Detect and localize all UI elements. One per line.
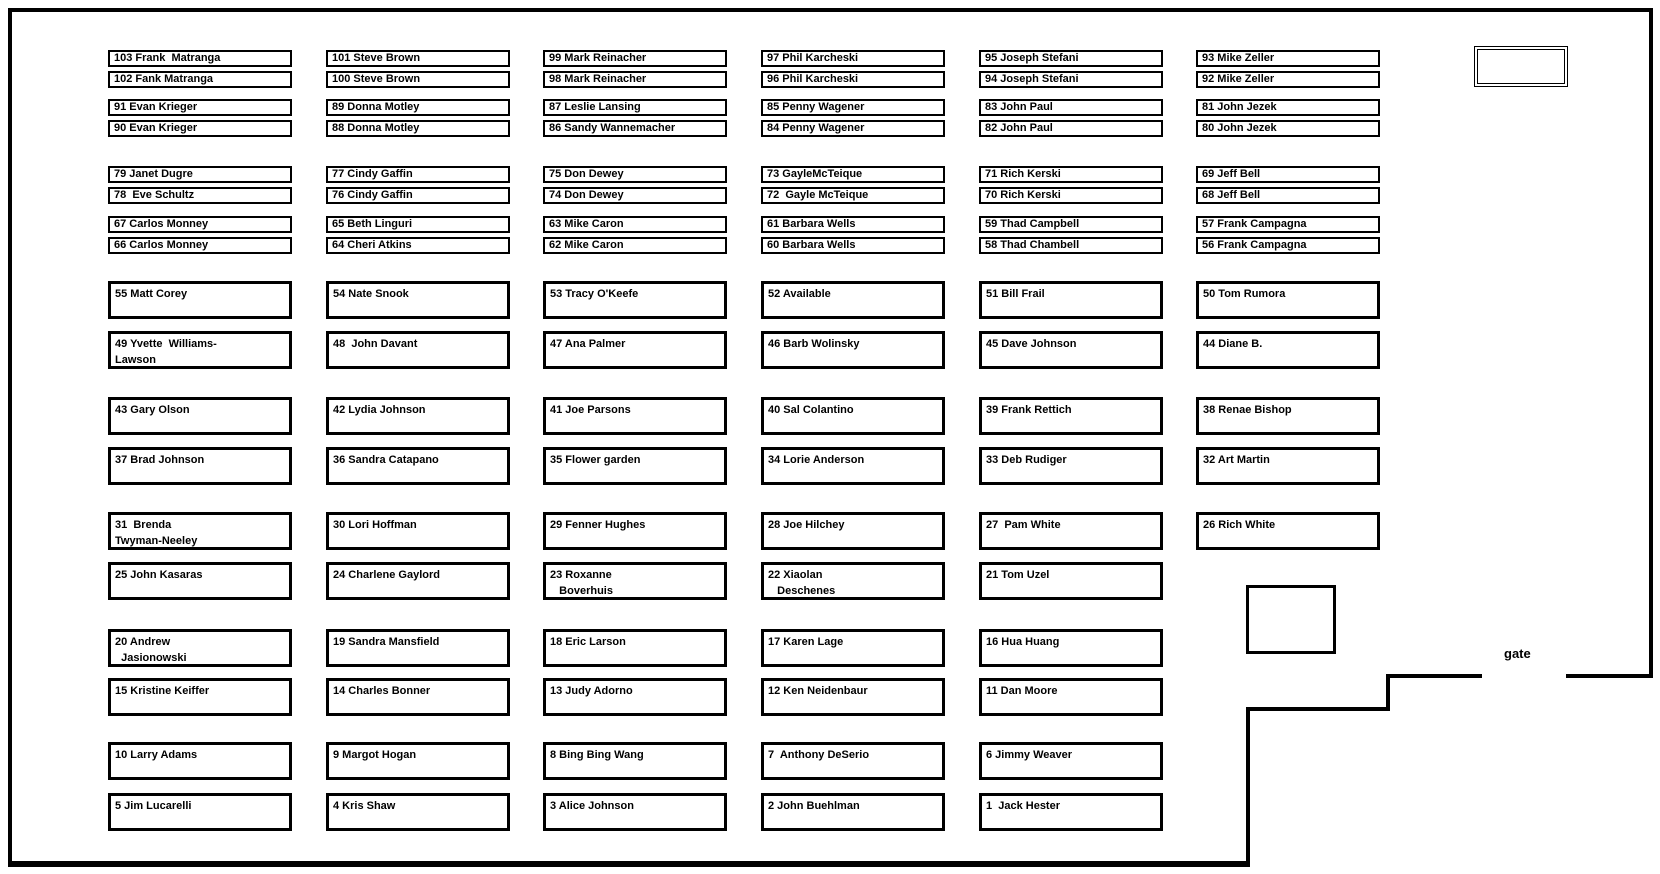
plot-box [1196, 512, 1380, 550]
plot-box [108, 447, 292, 485]
plot-box [108, 678, 292, 716]
plot-label: 28 Joe Hilchey [768, 519, 845, 531]
plot-label: 1 Jack Hester [986, 800, 1060, 812]
plot-box [108, 281, 292, 319]
plot-box [543, 281, 727, 319]
plot-box [1196, 216, 1380, 233]
plot-box [543, 237, 727, 254]
plot-box [108, 187, 292, 204]
plot-label: 27 Pam White [986, 519, 1061, 531]
plot-box [979, 629, 1163, 667]
plot-label: 9 Margot Hogan [333, 749, 417, 761]
plot-box [761, 793, 945, 831]
plot-label: 13 Judy Adorno [550, 685, 633, 697]
plot-box [979, 512, 1163, 550]
plot-label: 88 Donna Motley [332, 122, 420, 134]
plot-box [543, 512, 727, 550]
plot-box [543, 331, 727, 369]
gate-label: gate [1504, 646, 1531, 661]
plot-label: 56 Frank Campagna [1202, 239, 1307, 251]
plot-label: 82 John Paul [985, 122, 1053, 134]
plot-box [108, 742, 292, 780]
plot-box [543, 793, 727, 831]
plot-box [543, 71, 727, 88]
plot-label: 67 Carlos Monney [114, 218, 209, 230]
plot-label: 65 Beth Linguri [332, 218, 413, 230]
plot-box [543, 742, 727, 780]
plot-label: 94 Joseph Stefani [985, 73, 1079, 85]
plot-label: 77 Cindy Gaffin [332, 168, 413, 180]
plot-label: 3 Alice Johnson [550, 800, 634, 812]
plot-box [761, 331, 945, 369]
plot-box [761, 71, 945, 88]
plot-box [979, 99, 1163, 116]
plot-label: 7 Anthony DeSerio [768, 749, 870, 761]
plot-box [326, 629, 510, 667]
plot-label: 34 Lorie Anderson [768, 454, 865, 466]
plot-box [108, 71, 292, 88]
plot-label: 59 Thad Campbell [985, 218, 1080, 230]
plot-box [326, 678, 510, 716]
plot-label: 96 Phil Karcheski [767, 73, 859, 85]
boundary-top [8, 8, 1653, 12]
plot-label: 25 John Kasaras [115, 569, 203, 581]
plot-box [979, 562, 1163, 600]
plot-box [108, 512, 292, 550]
plot-box [979, 678, 1163, 716]
plot-box [1196, 99, 1380, 116]
plot-box [326, 281, 510, 319]
plot-label: 35 Flower garden [550, 454, 641, 466]
plot-label: 38 Renae Bishop [1203, 404, 1292, 416]
plot-label: 50 Tom Rumora [1203, 288, 1286, 300]
plot-label: 48 John Davant [333, 338, 418, 350]
plot-label: 46 Barb Wolinsky [768, 338, 860, 350]
plot-label: 2 John Buehlman [768, 800, 860, 812]
plot-label: 71 Rich Kerski [985, 168, 1061, 180]
plot-box [108, 99, 292, 116]
plot-label: 5 Jim Lucarelli [115, 800, 192, 812]
plot-box [543, 678, 727, 716]
plot-label: 44 Diane B. [1203, 338, 1263, 350]
plot-box [326, 50, 510, 67]
plot-box [761, 742, 945, 780]
plot-label: 29 Fenner Hughes [550, 519, 646, 531]
plot-label: 18 Eric Larson [550, 636, 626, 648]
plot-box [1196, 71, 1380, 88]
plot-label: 62 Mike Caron [549, 239, 624, 251]
plot-label: 16 Hua Huang [986, 636, 1060, 648]
plot-box [108, 793, 292, 831]
plot-label: 75 Don Dewey [549, 168, 624, 180]
plot-label: 103 Frank Matranga [114, 52, 221, 64]
plot-label: 43 Gary Olson [115, 404, 190, 416]
plot-label: 101 Steve Brown [332, 52, 421, 64]
plot-box [108, 562, 292, 600]
boundary-bottom [8, 861, 1250, 867]
plot-label: 58 Thad Chambell [985, 239, 1080, 251]
plot-label: 49 Yvette Williams- [115, 338, 217, 350]
plot-box [979, 50, 1163, 67]
plot-label: 64 Cheri Atkins [332, 239, 412, 251]
plot-label: 87 Leslie Lansing [549, 101, 641, 113]
plot-box [761, 237, 945, 254]
plot-box [108, 216, 292, 233]
plot-label: 12 Ken Neidenbaur [768, 685, 868, 697]
plot-label: 45 Dave Johnson [986, 338, 1077, 350]
plot-label: 100 Steve Brown [332, 73, 421, 85]
plot-box [543, 99, 727, 116]
plot-box [979, 166, 1163, 183]
plot-box [326, 397, 510, 435]
plot-box [543, 447, 727, 485]
plot-label: 42 Lydia Johnson [333, 404, 426, 416]
plot-box [326, 512, 510, 550]
plot-label: 14 Charles Bonner [333, 685, 431, 697]
plot-label: 24 Charlene Gaylord [333, 569, 440, 581]
plot-label: 23 Roxanne [550, 569, 612, 581]
structure-box-right [1246, 585, 1336, 654]
plot-box [108, 237, 292, 254]
plot-box [1196, 166, 1380, 183]
plot-label: 47 Ana Palmer [550, 338, 626, 350]
plot-box [326, 742, 510, 780]
plot-label: 15 Kristine Keiffer [115, 685, 210, 697]
plot-box [761, 397, 945, 435]
plot-box [326, 793, 510, 831]
plot-label: 84 Penny Wagener [767, 122, 865, 134]
plot-label: 54 Nate Snook [333, 288, 409, 300]
plot-box [108, 331, 292, 369]
plot-label: 20 Andrew [115, 636, 171, 648]
plot-box [108, 629, 292, 667]
notch-step-horizontal [1246, 707, 1390, 711]
plot-label: 99 Mark Reinacher [549, 52, 647, 64]
plot-box [326, 216, 510, 233]
plot-box [543, 562, 727, 600]
plot-label: 83 John Paul [985, 101, 1053, 113]
plot-box [979, 742, 1163, 780]
plot-box [761, 120, 945, 137]
plot-label: 53 Tracy O'Keefe [550, 288, 639, 300]
plot-label: 39 Frank Rettich [986, 404, 1072, 416]
plot-box [761, 99, 945, 116]
plot-label: 60 Barbara Wells [767, 239, 856, 251]
plot-box [326, 237, 510, 254]
plot-label: 68 Jeff Bell [1202, 189, 1261, 201]
plot-label: 81 John Jezek [1202, 101, 1277, 113]
plot-label: 30 Lori Hoffman [333, 519, 417, 531]
plot-label: 52 Available [768, 288, 831, 300]
plot-box [1196, 331, 1380, 369]
plot-label: 22 Xiaolan [768, 569, 823, 581]
plot-box [1196, 237, 1380, 254]
plot-box [543, 166, 727, 183]
plot-box [761, 562, 945, 600]
plot-box [761, 166, 945, 183]
plot-box [326, 99, 510, 116]
plot-box [108, 397, 292, 435]
boundary-left [8, 8, 12, 867]
plot-box [1196, 447, 1380, 485]
plot-box [1196, 397, 1380, 435]
plot-box [543, 397, 727, 435]
plot-box [979, 281, 1163, 319]
plot-label: 72 Gayle McTeique [767, 189, 869, 201]
plot-label: 26 Rich White [1203, 519, 1276, 531]
plot-label: Jasionowski [115, 652, 187, 664]
structure-box-top-right [1474, 46, 1568, 87]
plot-label: 57 Frank Campagna [1202, 218, 1307, 230]
plot-label: 41 Joe Parsons [550, 404, 631, 416]
plot-box [979, 447, 1163, 485]
plot-box [1196, 187, 1380, 204]
plot-box [761, 281, 945, 319]
plot-label: 78 Eve Schultz [114, 189, 195, 201]
plot-label: 95 Joseph Stefani [985, 52, 1079, 64]
plot-label: 69 Jeff Bell [1202, 168, 1261, 180]
plot-box [326, 71, 510, 88]
plot-label: 36 Sandra Catapano [333, 454, 439, 466]
plot-label: 76 Cindy Gaffin [332, 189, 413, 201]
plot-box [543, 50, 727, 67]
plot-label: 90 Evan Krieger [114, 122, 198, 134]
plot-box [326, 331, 510, 369]
plot-box [761, 447, 945, 485]
plot-box [979, 187, 1163, 204]
plot-label: 86 Sandy Wannemacher [549, 122, 676, 134]
boundary-right [1649, 8, 1653, 678]
plot-box [979, 71, 1163, 88]
gate-line-right [1566, 674, 1653, 678]
plot-label: 19 Sandra Mansfield [333, 636, 440, 648]
plot-box [979, 331, 1163, 369]
plot-box [108, 50, 292, 67]
plot-label: 51 Bill Frail [986, 288, 1045, 300]
plot-label: 61 Barbara Wells [767, 218, 856, 230]
plot-label: 55 Matt Corey [115, 288, 188, 300]
plot-box [1196, 50, 1380, 67]
plot-label: 66 Carlos Monney [114, 239, 209, 251]
plot-label: 80 John Jezek [1202, 122, 1277, 134]
plot-box [326, 166, 510, 183]
plot-box [761, 629, 945, 667]
plot-label: Boverhuis [550, 585, 613, 597]
plot-label: 92 Mike Zeller [1202, 73, 1275, 85]
plot-label: 89 Donna Motley [332, 101, 420, 113]
plot-box [979, 237, 1163, 254]
plot-label: Lawson [115, 354, 156, 366]
plot-box [979, 120, 1163, 137]
plot-label: 91 Evan Krieger [114, 101, 198, 113]
plot-box [761, 187, 945, 204]
plot-label: 11 Dan Moore [986, 685, 1058, 697]
plot-label: 85 Penny Wagener [767, 101, 865, 113]
plot-label: 97 Phil Karcheski [767, 52, 859, 64]
plot-label: Deschenes [768, 585, 836, 597]
plot-box [979, 793, 1163, 831]
plot-label: 33 Deb Rudiger [986, 454, 1067, 466]
plot-label: 73 GayleMcTeique [767, 168, 863, 180]
plot-box [326, 447, 510, 485]
plot-label: 4 Kris Shaw [333, 800, 396, 812]
plot-label: Twyman-Neeley [115, 535, 198, 547]
plot-label: 10 Larry Adams [115, 749, 198, 761]
plot-box [1196, 120, 1380, 137]
plot-box [761, 50, 945, 67]
plot-label: 32 Art Martin [1203, 454, 1270, 466]
notch-vertical [1246, 707, 1250, 867]
plot-box [543, 187, 727, 204]
plot-label: 40 Sal Colantino [768, 404, 854, 416]
plot-label: 37 Brad Johnson [115, 454, 205, 466]
plot-box [979, 216, 1163, 233]
plot-label: 17 Karen Lage [768, 636, 844, 648]
plot-label: 6 Jimmy Weaver [986, 749, 1073, 761]
plot-label: 8 Bing Bing Wang [550, 749, 644, 761]
plot-box [108, 166, 292, 183]
plot-label: 79 Janet Dugre [114, 168, 193, 180]
plot-label: 98 Mark Reinacher [549, 73, 647, 85]
plot-box [543, 120, 727, 137]
notch-step-vertical [1386, 674, 1390, 711]
plot-box [326, 187, 510, 204]
plot-label: 70 Rich Kerski [985, 189, 1061, 201]
plot-box [108, 120, 292, 137]
plot-box [543, 216, 727, 233]
plot-box [543, 629, 727, 667]
plot-box [761, 512, 945, 550]
plot-box [326, 562, 510, 600]
plot-box [761, 678, 945, 716]
plot-label: 63 Mike Caron [549, 218, 624, 230]
plot-box [979, 397, 1163, 435]
plot-label: 31 Brenda [115, 519, 172, 531]
plot-box [326, 120, 510, 137]
plot-label: 93 Mike Zeller [1202, 52, 1275, 64]
plot-box [1196, 281, 1380, 319]
plot-label: 74 Don Dewey [549, 189, 624, 201]
plot-label: 21 Tom Uzel [986, 569, 1050, 581]
plot-box [761, 216, 945, 233]
gate-line-left [1386, 674, 1482, 678]
plot-label: 102 Fank Matranga [114, 73, 214, 85]
